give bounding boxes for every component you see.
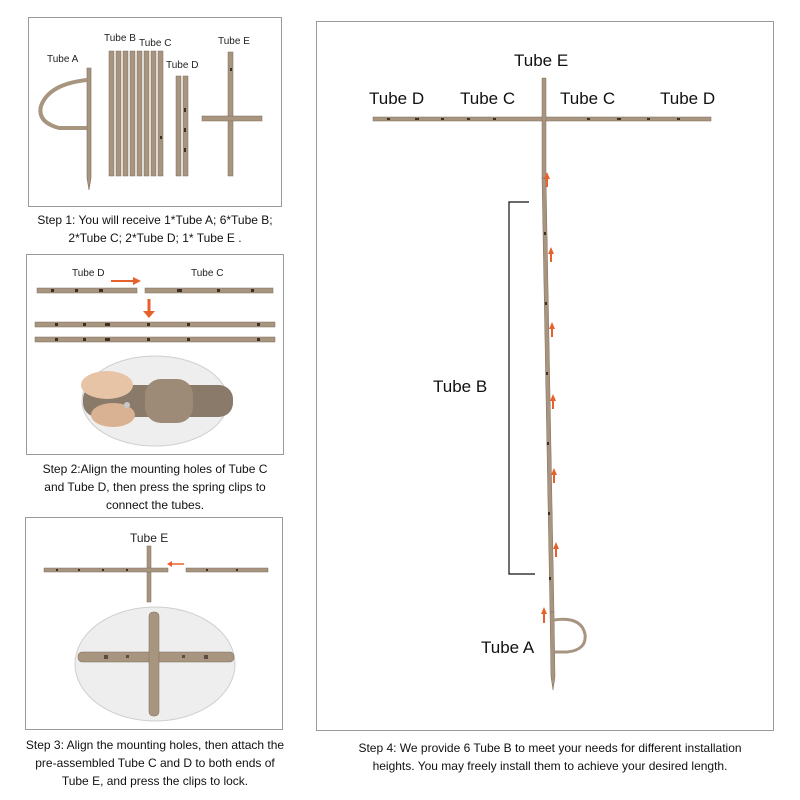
- step2-arrow-down: [143, 299, 155, 318]
- step4-tube-b-bracket: [509, 202, 535, 574]
- step4-caption-line1: Step 4: We provide 6 Tube B to meet your needs for different installation: [358, 741, 742, 755]
- tube-c-parts: [151, 51, 163, 176]
- step4-tube-b-column: [542, 178, 554, 612]
- tube-e-part: [202, 52, 262, 176]
- step3-label-tube-e: Tube E: [130, 531, 169, 545]
- step2-illustration: [27, 255, 284, 455]
- step2-zoom-detail: [81, 356, 233, 446]
- step4-assembled-illustration: [317, 22, 774, 731]
- step4-panel: [316, 21, 774, 731]
- step3-illustration: [26, 518, 283, 730]
- step1-caption-line2: 2*Tube C; 2*Tube D; 1* Tube E .: [68, 231, 242, 245]
- step3-panel: [25, 517, 283, 730]
- step2-label-tube-d: Tube D: [72, 268, 105, 279]
- step2-caption: [14, 460, 296, 514]
- step4-caption-line2: heights. You may freely install them to achieve your desired length.: [372, 759, 728, 773]
- step1-label-tube-b: Tube B: [104, 33, 136, 44]
- step4-label-tube-c-right: Tube C: [560, 89, 616, 108]
- step3-caption-line3: Tube E, and press the clips to lock.: [61, 774, 249, 788]
- tube-d-parts: [176, 76, 188, 176]
- step2-caption-line3: connect the tubes.: [105, 498, 205, 512]
- step1-label-tube-a: Tube A: [47, 54, 79, 65]
- step1-label-tube-e: Tube E: [218, 36, 250, 47]
- step2-panel: [26, 254, 284, 455]
- step3-caption-line1: Step 3: Align the mounting holes, then attach the: [25, 738, 285, 752]
- step3-caption: [10, 736, 300, 790]
- step2-assembled-tube-1: [35, 322, 275, 327]
- step3-zoom-detail: [75, 607, 235, 721]
- step3-tube-e-vertical: [147, 546, 151, 602]
- step3-tube-cd-left: [44, 568, 168, 572]
- step3-arrow-left: [167, 561, 184, 567]
- step4-label-tube-b: Tube B: [433, 377, 488, 396]
- step2-assembled-tube-2: [35, 337, 275, 342]
- tube-a-part: [40, 68, 91, 190]
- step4-tube-a: [550, 612, 585, 690]
- step4-label-tube-a: Tube A: [481, 638, 535, 657]
- step1-label-tube-c: Tube C: [139, 38, 172, 49]
- step4-label-tube-c-left: Tube C: [460, 89, 516, 108]
- tube-b-parts: [109, 51, 149, 176]
- step2-label-tube-c: Tube C: [191, 268, 224, 279]
- step3-tube-cd-right: [186, 568, 268, 572]
- step1-caption: [14, 211, 296, 247]
- step3-caption-line2: pre-assembled Tube C and D to both ends of: [35, 756, 275, 770]
- step1-label-tube-d: Tube D: [166, 60, 199, 71]
- step2-caption-line2: and Tube D, then press the spring clips to: [44, 480, 266, 494]
- step4-caption: [318, 739, 782, 775]
- step2-arrow-right: [111, 277, 141, 285]
- step1-caption-line1: Step 1: You will receive 1*Tube A; 6*Tube B;: [37, 213, 273, 227]
- step2-caption-line1: Step 2:Align the mounting holes of Tube C: [42, 462, 268, 476]
- step4-label-tube-e: Tube E: [514, 51, 569, 70]
- step1-panel: [28, 17, 282, 207]
- step4-label-tube-d-right: Tube D: [660, 89, 716, 108]
- step4-label-tube-d-left: Tube D: [369, 89, 425, 108]
- step4-tube-e-vertical: [542, 78, 546, 178]
